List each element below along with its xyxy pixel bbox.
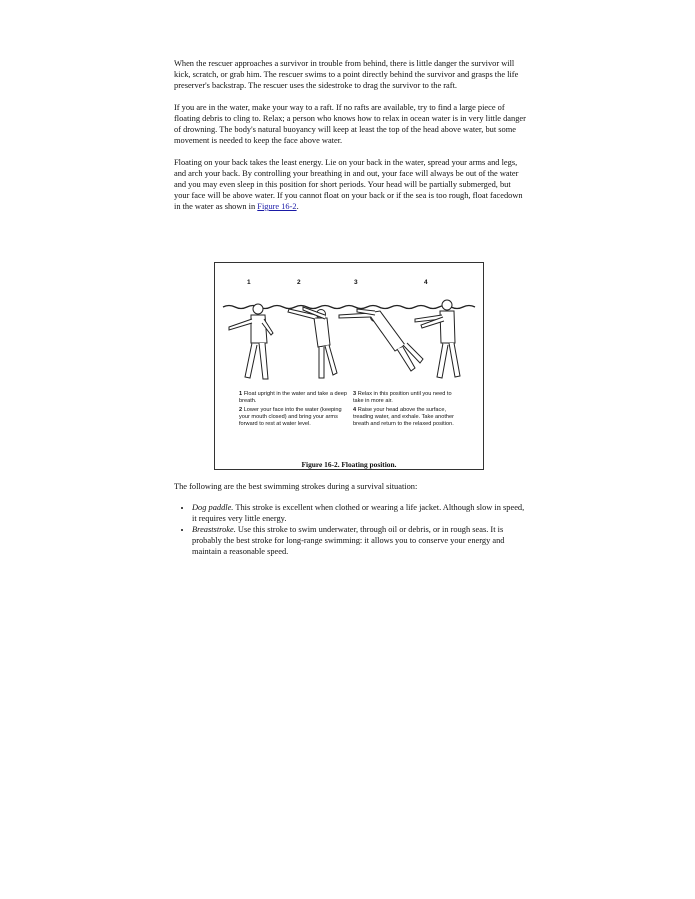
paragraph-rescuer: When the rescuer approaches a survivor in trouble from behind, there is little danger the survivor will kick, scratch, or grab him. The rescuer swims to a point directly behind the survivor and grasps the life preserver's backstrap. The rescuer uses the sidestroke to drag the survivor to the raft. bbox=[174, 59, 519, 90]
floating-position-figure bbox=[214, 262, 484, 470]
step-2-text: Lower your face into the water (keeping your mouth closed) and bring your arms forward to rest at water level. bbox=[239, 407, 342, 428]
stroke-name-breaststroke: Breaststroke. bbox=[192, 525, 236, 534]
step-3-text: Relax in this position until you need to take in more air. bbox=[353, 391, 452, 405]
step-1-num: 1 bbox=[239, 391, 243, 397]
step-2-instruction bbox=[239, 407, 347, 429]
step-number-4: 4 bbox=[424, 279, 428, 286]
list-item-breaststroke bbox=[192, 524, 526, 557]
step-1-instruction bbox=[239, 391, 347, 405]
stroke-text-dog-paddle: This stroke is excellent when clothed or wearing a life jacket. Although slow in speed, it requires very little energy. bbox=[192, 503, 525, 523]
step-4-text: Raise your head above the surface, treading water, and exhale. Take another breath and return to the relaxed position. bbox=[353, 407, 454, 428]
step-number-3: 3 bbox=[354, 279, 358, 286]
swimmer-step-4 bbox=[415, 300, 460, 378]
stroke-name-dog-paddle: Dog paddle. bbox=[192, 503, 234, 512]
step-4-instruction bbox=[353, 407, 461, 429]
floating-illustration bbox=[215, 263, 483, 469]
stroke-text-breaststroke: Use this stroke to swim underwater, through oil or debris, or in rough seas. It is probably the best stroke for long-range swimming: it allows you to conserve your energy and maintain a reasonable speed. bbox=[192, 525, 505, 556]
step-3-num: 3 bbox=[353, 391, 357, 397]
step-number-2: 2 bbox=[297, 279, 301, 286]
step-2-num: 2 bbox=[239, 407, 243, 413]
paragraph-raft: If you are in the water, make your way to a raft. If no rafts are available, try to find a large piece of floating debris to cling to. Relax; a person who knows how to relax in ocean water is in very little danger of drowning. The body's natural buoyancy will keep at least the top of the head above water, but some movement is needed to keep the face above water. bbox=[174, 103, 526, 145]
swimmer-step-2 bbox=[288, 307, 337, 378]
step-4-num: 4 bbox=[353, 407, 357, 413]
step-1-text: Float upright in the water and take a deep breath. bbox=[239, 391, 347, 405]
figure-caption: Figure 16-2. Floating position. bbox=[301, 460, 397, 469]
swimmer-step-1 bbox=[229, 304, 273, 379]
strokes-intro: The following are the best swimming strokes during a survival situation: bbox=[174, 482, 418, 491]
step-number-1: 1 bbox=[247, 279, 251, 286]
list-item-dog-paddle bbox=[192, 502, 526, 524]
strokes-list bbox=[174, 502, 526, 557]
figure-link-suffix: . bbox=[296, 202, 299, 211]
step-3-instruction bbox=[353, 391, 461, 405]
paragraph-floating-text: Floating on your back takes the least energy. Lie on your back in the water, spread your arms and legs, and arch your back. By controlling your breathing in and out, your face will always be out of the water and you may even sleep in this position for short periods. Your head will be partially submerged, but your face will be above water. If you cannot float on your back or if the sea is too rough, float facedown in the water as shown in bbox=[174, 158, 523, 211]
paragraph-floating bbox=[174, 157, 526, 212]
swimmer-step-3 bbox=[339, 309, 423, 371]
figure-16-2-link[interactable]: Figure 16-2 bbox=[257, 202, 297, 211]
document-body bbox=[174, 58, 526, 223]
strokes-section bbox=[174, 481, 526, 557]
